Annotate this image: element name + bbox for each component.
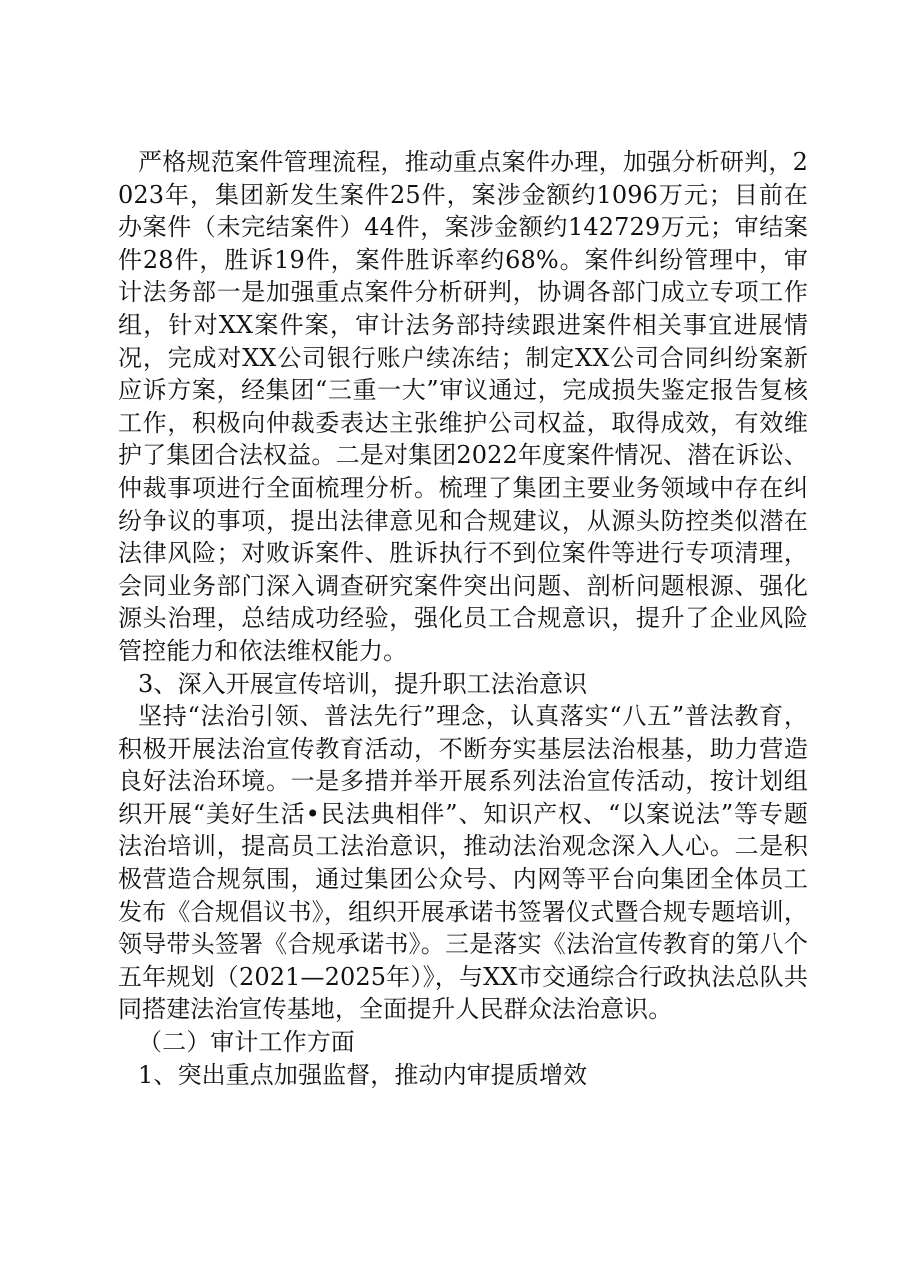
heading-audit-supervision: 1、突出重点加强监督，推动内审提质增效 — [138, 1060, 588, 1089]
document-body — [118, 146, 808, 1091]
paragraph-case-management: 严格规范案件管理流程，推动重点案件办理，加强分析研判，2023年，集团新发生案件25件，案涉金额约1096万元；目前在办案件（未完结案件）44件，案涉金额约142729万元；审结案件28件，胜诉19件，案件胜诉率约68%。案件纠纷管理中，审计法务部一是加强重点案件分析研判，协调各部门成立专项工作组，针对XX案件案，审计法务部持续跟进案件相关事宜进展情况，完成对XX公司银行账户续冻结；制定XX公司合同纠纷案新应诉方案，经集团“三重一大”审议通过，完成损失鉴定报告复核工作，积极向仲裁委表达主张维护公司权益，取得成效，有效维护了集团合法权益。二是对集团2022年度案件情况、潜在诉讼、仲裁事项进行全面梳理分析。梳理了集团主要业务领域中存在纠纷争议的事项，提出法律意见和合规建议，从源头防控类似潜在法律风险；对败诉案件、胜诉执行不到位案件等进行专项清理，会同业务部门深入调查研究案件突出问题、剖析问题根源、强化源头治理，总结成功经验，强化员工合规意识，提升了企业风险管控能力和依法维权能力。 — [118, 148, 808, 665]
paragraph-legal-publicity: 坚持“法治引领、普法先行”理念，认真落实“八五”普法教育，积极开展法治宣传教育活动，不断夯实基层法治根基，助力营造良好法治环境。一是多措并举开展系列法治宣传活动，按计划组织开展“美好生活•民法典相伴”、知识产权、“以案说法”等专题法治培训，提高员工法治意识，推动法治观念深入人心。二是积极营造合规氛围，通过集团公众号、内网等平台向集团全体员工发布《合规倡议书》，组织开展承诺书签署仪式暨合规专题培训，领导带头签署《合规承诺书》。三是落实《法治宣传教育的第八个五年规划（2021—2025年）》，与XX市交通综合行政执法总队共同搭建法治宣传基地，全面提升人民群众法治意识。 — [118, 702, 808, 1024]
heading-audit-work: （二）审计工作方面 — [138, 1028, 355, 1057]
heading-publicity-training: 3、深入开展宣传培训，提升职工法治意识 — [138, 669, 588, 698]
